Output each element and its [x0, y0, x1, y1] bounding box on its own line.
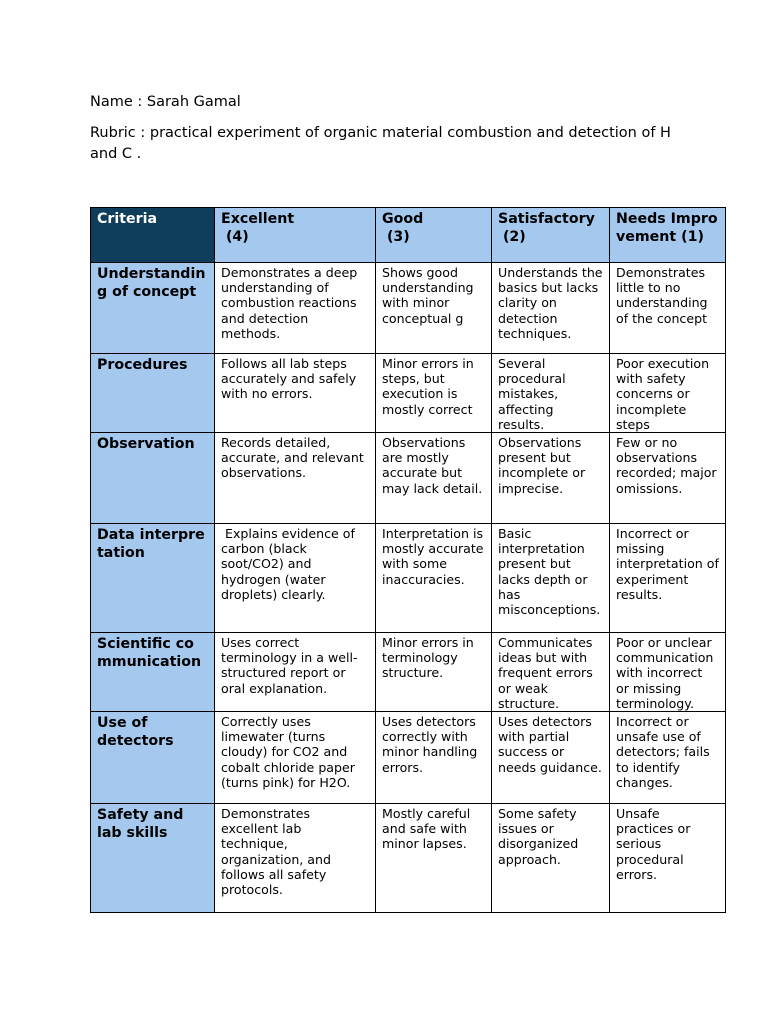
header-good: Good (3): [376, 208, 492, 263]
cell-excellent: Uses correct terminology in a well-structured report or oral explanation.: [215, 633, 376, 712]
cell-good: Mostly careful and safe with minor lapses.: [376, 804, 492, 913]
cell-good: Shows good understanding with minor conceptual g: [376, 263, 492, 354]
cell-excellent: Demonstrates excellent lab technique, organization, and follows all safety protocols.: [215, 804, 376, 913]
header-needs-improvement: Needs Improvement (1): [610, 208, 726, 263]
cell-satisfactory: Communicates ideas but with frequent errors or weak structure.: [492, 633, 610, 712]
cell-excellent: Records detailed, accurate, and relevant observations.: [215, 433, 376, 524]
rubric-title: Rubric : practical experiment of organic material combustion and detection of H and C .: [90, 125, 671, 162]
criterion-label: Procedures: [91, 354, 215, 433]
cell-satisfactory: Some safety issues or disorganized approach.: [492, 804, 610, 913]
criterion-label: Use of detectors: [91, 712, 215, 804]
table-row: [91, 712, 726, 804]
cell-needs-improvement: Incorrect or unsafe use of detectors; fails to identify changes.: [610, 712, 726, 804]
header-row: [91, 208, 726, 263]
table-row: [91, 354, 726, 433]
table-row: [91, 433, 726, 524]
criterion-label: Data interpretation: [91, 524, 215, 633]
cell-good: Observations are mostly accurate but may lack detail.: [376, 433, 492, 524]
table-row: [91, 263, 726, 354]
cell-excellent: Follows all lab steps accurately and safely with no errors.: [215, 354, 376, 433]
cell-good: Minor errors in steps, but execution is mostly correct: [376, 354, 492, 433]
criterion-label: Scientific communication: [91, 633, 215, 712]
cell-needs-improvement: Few or no observations recorded; major omissions.: [610, 433, 726, 524]
student-name: Name : Sarah Gamal: [90, 94, 241, 110]
cell-good: Uses detectors correctly with minor handling errors.: [376, 712, 492, 804]
header-excellent: Excellent (4): [215, 208, 376, 263]
cell-needs-improvement: Poor execution with safety concerns or incomplete steps: [610, 354, 726, 433]
cell-needs-improvement: Demonstrates little to no understanding of the concept: [610, 263, 726, 354]
cell-excellent: Demonstrates a deep understanding of combustion reactions and detection methods.: [215, 263, 376, 354]
criterion-label: Observation: [91, 433, 215, 524]
header-satisfactory: Satisfactory (2): [492, 208, 610, 263]
cell-needs-improvement: Incorrect or missing interpretation of experiment results.: [610, 524, 726, 633]
criterion-label: Understanding of concept: [91, 263, 215, 354]
table-row: [91, 633, 726, 712]
cell-good: Minor errors in terminology structure.: [376, 633, 492, 712]
cell-good: Interpretation is mostly accurate with some inaccuracies.: [376, 524, 492, 633]
cell-satisfactory: Observations present but incomplete or imprecise.: [492, 433, 610, 524]
rubric-table: [90, 207, 726, 913]
cell-satisfactory: Basic interpretation present but lacks depth or has misconceptions.: [492, 524, 610, 633]
table-row: [91, 804, 726, 913]
cell-needs-improvement: Unsafe practices or serious procedural errors.: [610, 804, 726, 913]
cell-satisfactory: Understands the basics but lacks clarity on detection techniques.: [492, 263, 610, 354]
criterion-label: Safety and lab skills: [91, 804, 215, 913]
cell-satisfactory: Several procedural mistakes, affecting results.: [492, 354, 610, 433]
header-criteria: Criteria: [91, 208, 215, 263]
table-row: [91, 524, 726, 633]
cell-satisfactory: Uses detectors with partial success or needs guidance.: [492, 712, 610, 804]
cell-excellent: Correctly uses limewater (turns cloudy) for CO2 and cobalt chloride paper (turns pink) for H2O.: [215, 712, 376, 804]
cell-needs-improvement: Poor or unclear communication with incorrect or missing terminology.: [610, 633, 726, 712]
cell-excellent: Explains evidence of carbon (black soot/CO2) and hydrogen (water droplets) clearly.: [215, 524, 376, 633]
